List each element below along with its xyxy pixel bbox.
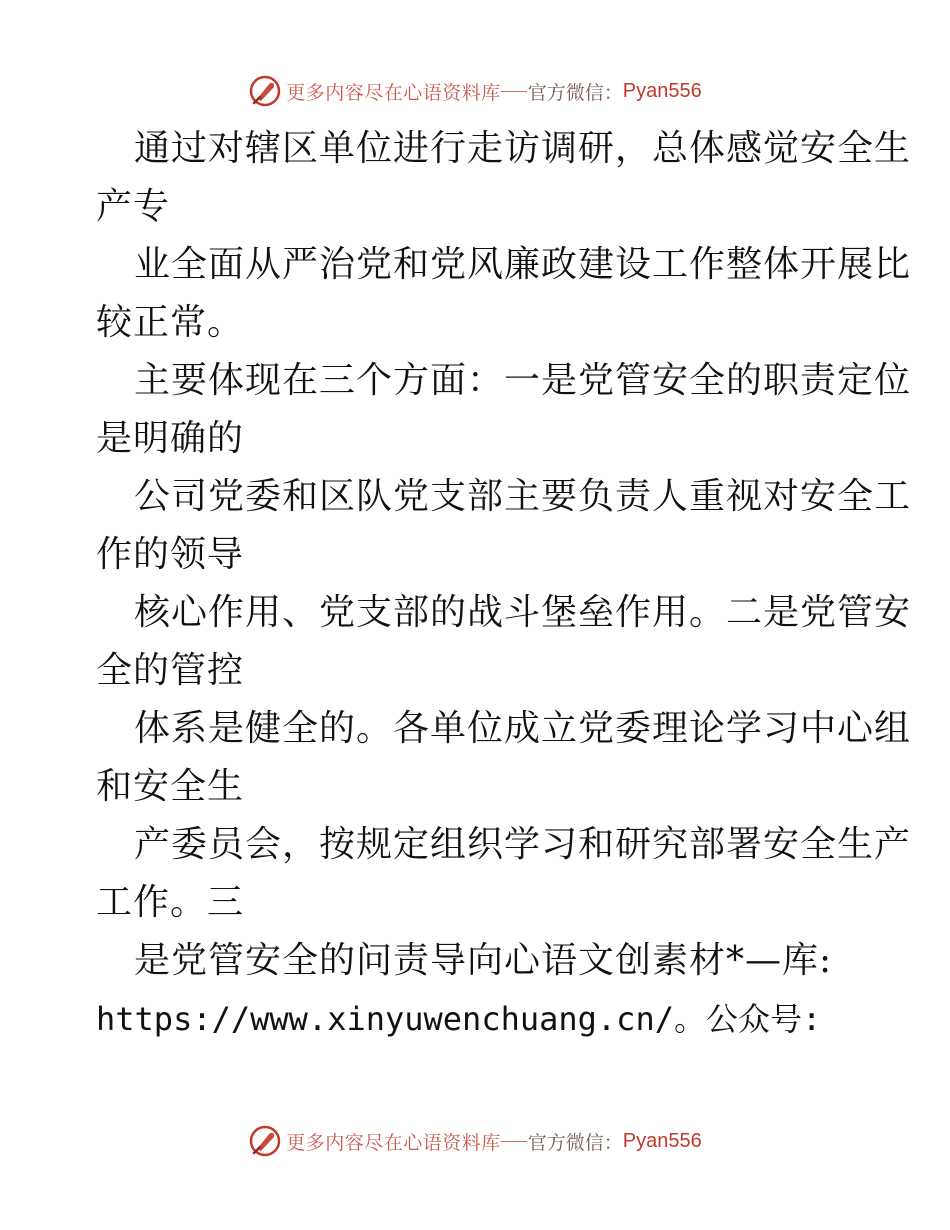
- body-line: 全的管控: [96, 650, 245, 691]
- header-wechat-id: Pyan556: [622, 79, 702, 102]
- footer-banner: [0, 1121, 950, 1161]
- body-line: 体系是健全的。各单位成立党委理论学习中心组: [134, 708, 912, 749]
- body-line: 作的领导: [96, 534, 245, 575]
- header-site-text: 更多内容尽在心语资料库: [286, 81, 501, 104]
- body-line: 通过对辖区单位进行走访调研，总体感觉安全生: [134, 128, 912, 169]
- header-banner: [0, 71, 950, 111]
- body-line: 公司党委和区队党支部主要负责人重视对安全工: [134, 476, 912, 517]
- body-line: 是明确的: [96, 418, 245, 459]
- footer-wechat-id: Pyan556: [622, 1129, 702, 1152]
- body-line: 较正常。: [96, 302, 245, 343]
- body-line: 是党管安全的问责导向心语文创素材*—库:: [134, 940, 833, 981]
- document-body: [96, 120, 912, 1048]
- body-line: 工作。三: [96, 882, 245, 923]
- footer-separator: [501, 1141, 527, 1142]
- body-line: 业全面从严治党和党风廉政建设工作整体开展比: [134, 244, 912, 285]
- footer-site-text: 更多内容尽在心语资料库: [286, 1131, 501, 1154]
- body-line: 产专: [96, 186, 171, 227]
- quill-logo-icon: [248, 1124, 282, 1158]
- header-wechat-label: 官方微信：: [527, 81, 623, 104]
- footer-wechat-label: 官方微信：: [527, 1131, 623, 1154]
- body-line: 和安全生: [96, 766, 245, 807]
- body-line: 产委员会，按规定组织学习和研究部署安全生产: [134, 824, 912, 865]
- header-separator: [501, 91, 527, 92]
- quill-logo-icon: [248, 74, 282, 108]
- body-line: 主要体现在三个方面：一是党管安全的职责定位: [134, 360, 912, 401]
- url-line: https://www.xinyuwenchuang.cn/。公众号:: [96, 1000, 822, 1038]
- body-line: 核心作用、党支部的战斗堡垒作用。二是党管安: [134, 592, 912, 633]
